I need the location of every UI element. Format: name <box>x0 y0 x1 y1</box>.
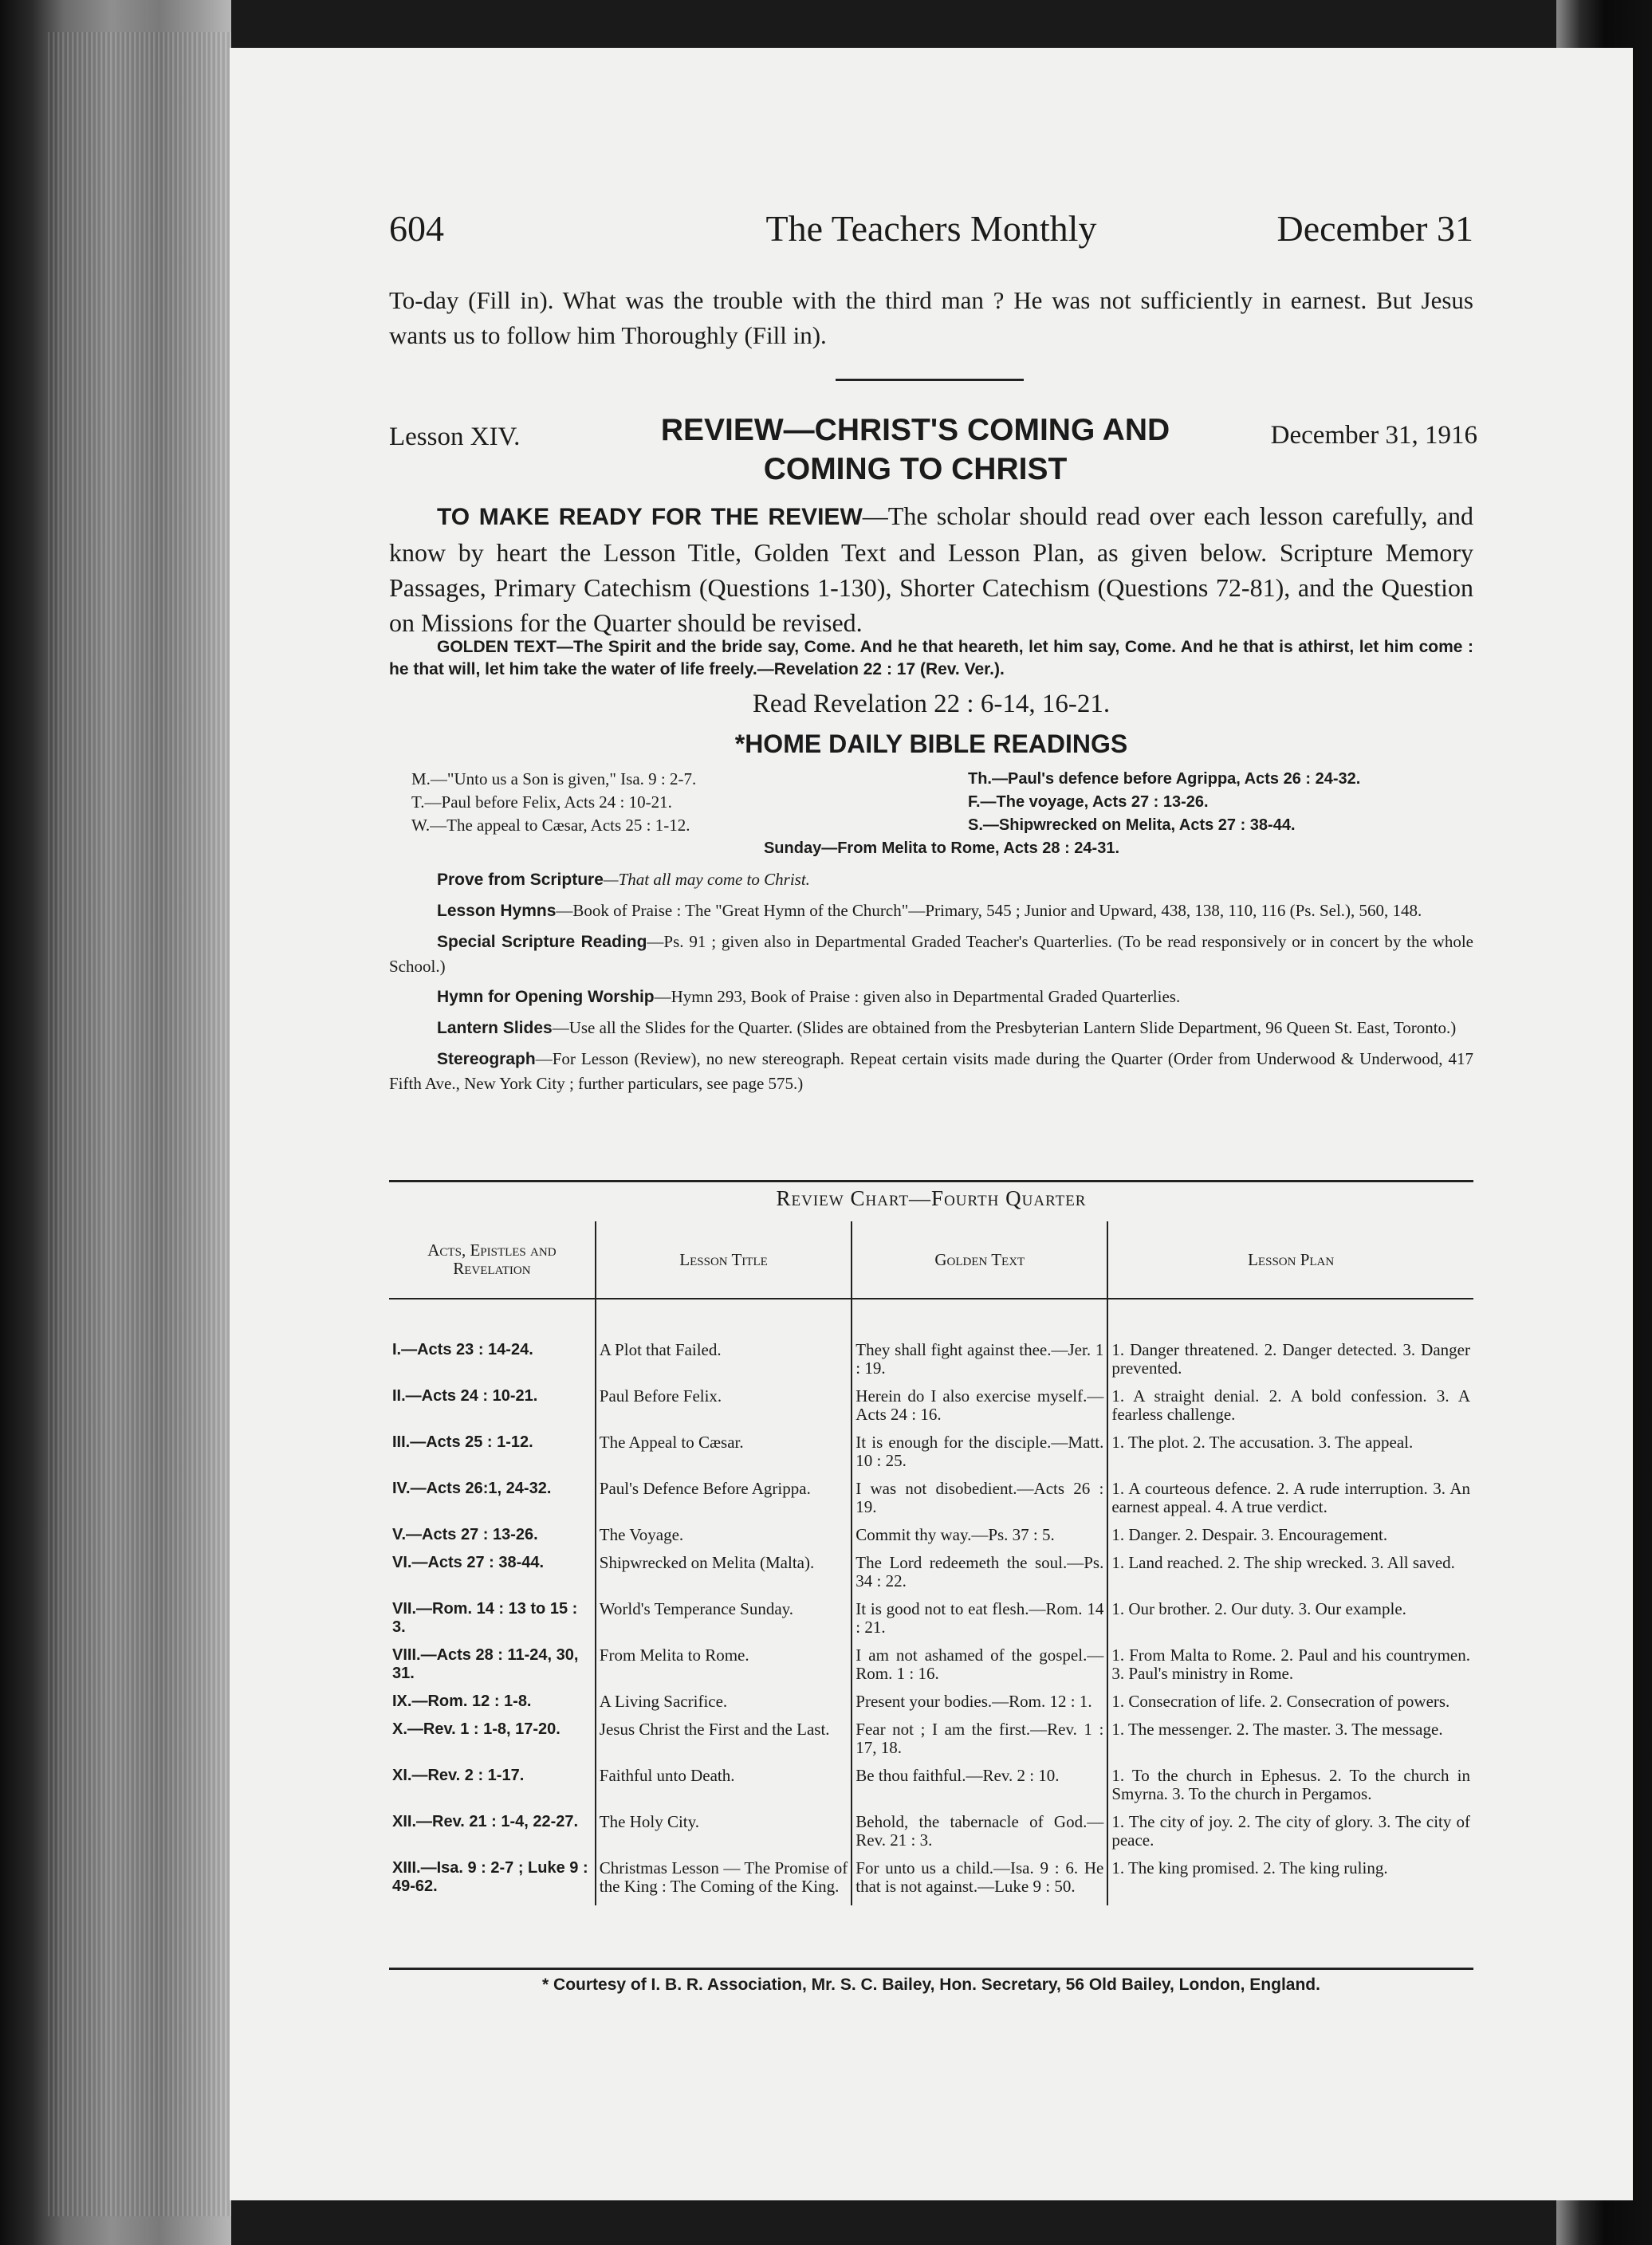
reading-left: T.—Paul before Felix, Acts 24 : 10-21. <box>411 792 672 812</box>
cell-lesson-plan: 1. Land reached. 2. The ship wrecked. 3. All saved. <box>1111 1553 1455 1572</box>
cell-passage: IX.—Rom. 12 : 1-8. <box>389 1693 596 1720</box>
cell-lesson-title: Jesus Christ the First and the Last. <box>596 1720 852 1767</box>
table-row <box>389 1646 1473 1693</box>
chart-bottom-rule <box>389 1968 1473 1970</box>
review-chart-title: Review Chart—Fourth Quarter <box>776 1186 1087 1210</box>
home-readings <box>411 768 1472 860</box>
cell-lesson-plan: 1. Consecration of life. 2. Consecration of powers. <box>1111 1692 1450 1711</box>
chart-top-rule <box>389 1180 1473 1182</box>
reading-row <box>411 837 1472 860</box>
cell-passage: XII.—Rev. 21 : 1-4, 22-27. <box>389 1813 596 1859</box>
continuation-paragraph: To-day (Fill in). What was the trouble with the third man ? He was not sufficiently in earnest. But Jesus wants us to follow him Thoroughly (Fill in). <box>389 286 1473 349</box>
running-head <box>389 207 1473 271</box>
cell-lesson-plan: 1. From Malta to Rome. 2. Paul and his countrymen. 3. Paul's ministry in Rome. <box>1111 1645 1470 1683</box>
col-header-plan: Lesson Plan <box>1107 1221 1473 1299</box>
cell-passage: X.—Rev. 1 : 1-8, 17-20. <box>389 1720 596 1767</box>
note-prove: Prove from Scripture—That all may come to Christ. <box>437 870 810 889</box>
cell-lesson-title: The Appeal to Cæsar. <box>596 1433 852 1480</box>
cell-passage: I.—Acts 23 : 14-24. <box>389 1341 596 1387</box>
cell-passage: III.—Acts 25 : 1-12. <box>389 1433 596 1480</box>
make-ready-text: —The scholar should read over each lesson carefully, and know by heart the Lesson Title, Golden Text and Lesson Plan, as given below. Scripture Memory Passages, Primary Catechism (Questions 1-130), Shorter Catechism (Questions 72-81), and the Question on Missions for the Quarter should be revised. <box>389 501 1474 637</box>
note-special-reading: Special Scripture Reading—Ps. 91 ; given also in Departmental Graded Teacher's Quarterlies. (To be read responsively or in concert by the whole School.) <box>389 932 1473 976</box>
running-head-date: December 31 <box>1276 208 1473 249</box>
spacer-cell <box>596 1299 852 1341</box>
table-row <box>389 1433 1473 1480</box>
table-row <box>389 1387 1473 1433</box>
spacer-cell <box>389 1299 596 1341</box>
reading-row <box>411 791 1472 814</box>
make-ready-heading: TO MAKE READY FOR THE REVIEW <box>437 504 863 530</box>
reading-row <box>411 768 1472 791</box>
note-opening-worship: Hymn for Opening Worship—Hymn 293, Book of Praise : given also in Departmental Graded Quarterlies. <box>437 987 1181 1006</box>
cell-golden-text: Fear not ; I am the first.—Rev. 1 : 17, 18. <box>852 1720 1107 1767</box>
golden-text-body: GOLDEN TEXT—The Spirit and the bride say, Come. And he that heareth, let him say, Come. And he that is athirst, let him come : he that will, let him take the water of life freely.—Revelation 22 : 17 (Rev. Ver.). <box>389 638 1473 678</box>
cell-lesson-title: From Melita to Rome. <box>596 1646 852 1693</box>
cell-lesson-plan: 1. Danger. 2. Despair. 3. Encouragement. <box>1111 1525 1388 1544</box>
table-row <box>389 1767 1473 1813</box>
magazine-title: The Teachers Monthly <box>765 208 1097 249</box>
book-page <box>230 48 1633 2200</box>
cell-golden-text: For unto us a child.—Isa. 9 : 6. He that is not against.—Luke 9 : 50. <box>852 1859 1107 1905</box>
cell-passage: XIII.—Isa. 9 : 2-7 ; Luke 9 : 49-62. <box>389 1859 596 1905</box>
col-header-passage: Acts, Epistles and Revelation <box>389 1221 596 1299</box>
cell-lesson-title: Shipwrecked on Melita (Malta). <box>596 1554 852 1600</box>
col-header-golden-text: Golden Text <box>852 1221 1107 1299</box>
cell-lesson-title: World's Temperance Sunday. <box>596 1600 852 1646</box>
page-number: 604 <box>389 208 444 249</box>
table-row <box>389 1859 1473 1905</box>
cell-lesson-title: The Holy City. <box>596 1813 852 1859</box>
reading-row <box>411 814 1472 837</box>
cell-lesson-plan: 1. Danger threatened. 2. Danger detected. 3. Danger prevented. <box>1111 1340 1470 1378</box>
cell-lesson-title: Christmas Lesson — The Promise of the King : The Coming of the King. <box>596 1859 852 1905</box>
reading-left: M.—"Unto us a Son is given," Isa. 9 : 2-7. <box>411 769 697 788</box>
read-passage: Read Revelation 22 : 6-14, 16-21. <box>752 690 1111 718</box>
reading-left: W.—The appeal to Cæsar, Acts 25 : 1-12. <box>411 816 690 835</box>
reading-right: S.—Shipwrecked on Melita, Acts 27 : 38-44. <box>968 816 1296 834</box>
col-header-title: Lesson Title <box>596 1221 852 1299</box>
spacer-cell <box>852 1299 1107 1341</box>
review-chart-table <box>389 1221 1473 1905</box>
cell-lesson-plan: 1. The plot. 2. The accusation. 3. The appeal. <box>1111 1433 1414 1452</box>
cell-lesson-title: Faithful unto Death. <box>596 1767 852 1813</box>
cell-golden-text: I was not disobedient.—Acts 26 : 19. <box>852 1480 1107 1526</box>
cell-passage: VII.—Rom. 14 : 13 to 15 : 3. <box>389 1600 596 1646</box>
cell-golden-text: Present your bodies.—Rom. 12 : 1. <box>852 1693 1107 1720</box>
cell-golden-text: They shall fight against thee.—Jer. 1 : 19. <box>852 1341 1107 1387</box>
cell-passage: V.—Acts 27 : 13-26. <box>389 1526 596 1554</box>
cell-passage: VI.—Acts 27 : 38-44. <box>389 1554 596 1600</box>
cell-lesson-title: The Voyage. <box>596 1526 852 1554</box>
cell-passage: XI.—Rev. 2 : 1-17. <box>389 1767 596 1813</box>
lesson-number: Lesson XIV. <box>389 423 521 451</box>
reading-right: F.—The voyage, Acts 27 : 13-26. <box>968 793 1209 811</box>
table-row <box>389 1480 1473 1526</box>
table-row <box>389 1526 1473 1554</box>
section-divider <box>836 379 1024 381</box>
cell-lesson-title: Paul Before Felix. <box>596 1387 852 1433</box>
cell-lesson-title: A Living Sacrifice. <box>596 1693 852 1720</box>
cell-golden-text: Commit thy way.—Ps. 37 : 5. <box>852 1526 1107 1554</box>
table-spacer-row <box>389 1299 1473 1341</box>
page-edge-stripes <box>48 32 231 2216</box>
lesson-title: REVIEW—CHRIST'S COMING AND COMING TO CHRIST <box>660 413 1170 486</box>
cell-lesson-plan: 1. To the church in Ephesus. 2. To the church in Smyrna. 3. To the church in Pergamos. <box>1111 1766 1470 1803</box>
cell-passage: II.—Acts 24 : 10-21. <box>389 1387 596 1433</box>
table-row <box>389 1720 1473 1767</box>
spacer-cell <box>1107 1299 1473 1341</box>
table-row <box>389 1693 1473 1720</box>
cell-golden-text: Herein do I also exercise myself.—Acts 24 : 16. <box>852 1387 1107 1433</box>
table-header-row <box>389 1221 1473 1299</box>
cell-lesson-plan: 1. The king promised. 2. The king ruling. <box>1111 1858 1388 1877</box>
reading-right: Th.—Paul's defence before Agrippa, Acts 26 : 24-32. <box>968 770 1361 788</box>
table-row <box>389 1554 1473 1600</box>
cell-lesson-plan: 1. A courteous defence. 2. A rude interruption. 3. An earnest appeal. 4. A true verdict. <box>1111 1479 1470 1516</box>
cell-passage: IV.—Acts 26:1, 24-32. <box>389 1480 596 1526</box>
lesson-date: December 31, 1916 <box>1270 421 1477 450</box>
cell-lesson-plan: 1. Our brother. 2. Our duty. 3. Our example. <box>1111 1599 1406 1618</box>
table-row <box>389 1813 1473 1859</box>
cell-golden-text: I am not ashamed of the gospel.—Rom. 1 : 16. <box>852 1646 1107 1693</box>
cell-lesson-plan: 1. A straight denial. 2. A bold confession. 3. A fearless challenge. <box>1111 1386 1470 1424</box>
cell-golden-text: It is enough for the disciple.—Matt. 10 : 25. <box>852 1433 1107 1480</box>
home-readings-title: *HOME DAILY BIBLE READINGS <box>734 729 1128 758</box>
cell-golden-text: Behold, the tabernacle of God.—Rev. 21 : 3. <box>852 1813 1107 1859</box>
note-stereograph: Stereograph—For Lesson (Review), no new stereograph. Repeat certain visits made during the Quarter (Order from Underwood & Underwood, 417 Fifth Ave., New York City ; further particulars, see page 575.) <box>389 1049 1473 1093</box>
reading-sunday: Sunday—From Melita to Rome, Acts 28 : 24-31. <box>763 839 1120 857</box>
footnote: * Courtesy of I. B. R. Association, Mr. S. C. Bailey, Hon. Secretary, 56 Old Bailey, London, England. <box>542 1976 1320 1994</box>
cell-golden-text: It is good not to eat flesh.—Rom. 14 : 21. <box>852 1600 1107 1646</box>
cell-lesson-plan: 1. The messenger. 2. The master. 3. The message. <box>1111 1720 1443 1739</box>
note-hymns: Lesson Hymns—Book of Praise : The "Great Hymn of the Church"—Primary, 545 ; Junior and Upward, 438, 138, 110, 116 (Ps. Sel.), 560, 148. <box>437 901 1422 920</box>
golden-text <box>389 636 1473 681</box>
table-row <box>389 1341 1473 1387</box>
cell-lesson-plan: 1. The city of joy. 2. The city of glory. 3. The city of peace. <box>1111 1812 1470 1850</box>
note-lantern-slides: Lantern Slides—Use all the Slides for the Quarter. (Slides are obtained from the Presbyterian Lantern Slide Department, 96 Queen St. East, Toronto.) <box>437 1018 1457 1037</box>
make-ready-paragraph <box>389 498 1473 640</box>
lesson-notes <box>389 867 1473 1102</box>
cell-golden-text: Be thou faithful.—Rev. 2 : 10. <box>852 1767 1107 1813</box>
table-row <box>389 1600 1473 1646</box>
cell-lesson-title: Paul's Defence Before Agrippa. <box>596 1480 852 1526</box>
cell-golden-text: The Lord redeemeth the soul.—Ps. 34 : 22. <box>852 1554 1107 1600</box>
cell-passage: VIII.—Acts 28 : 11-24, 30, 31. <box>389 1646 596 1693</box>
cell-lesson-title: A Plot that Failed. <box>596 1341 852 1387</box>
